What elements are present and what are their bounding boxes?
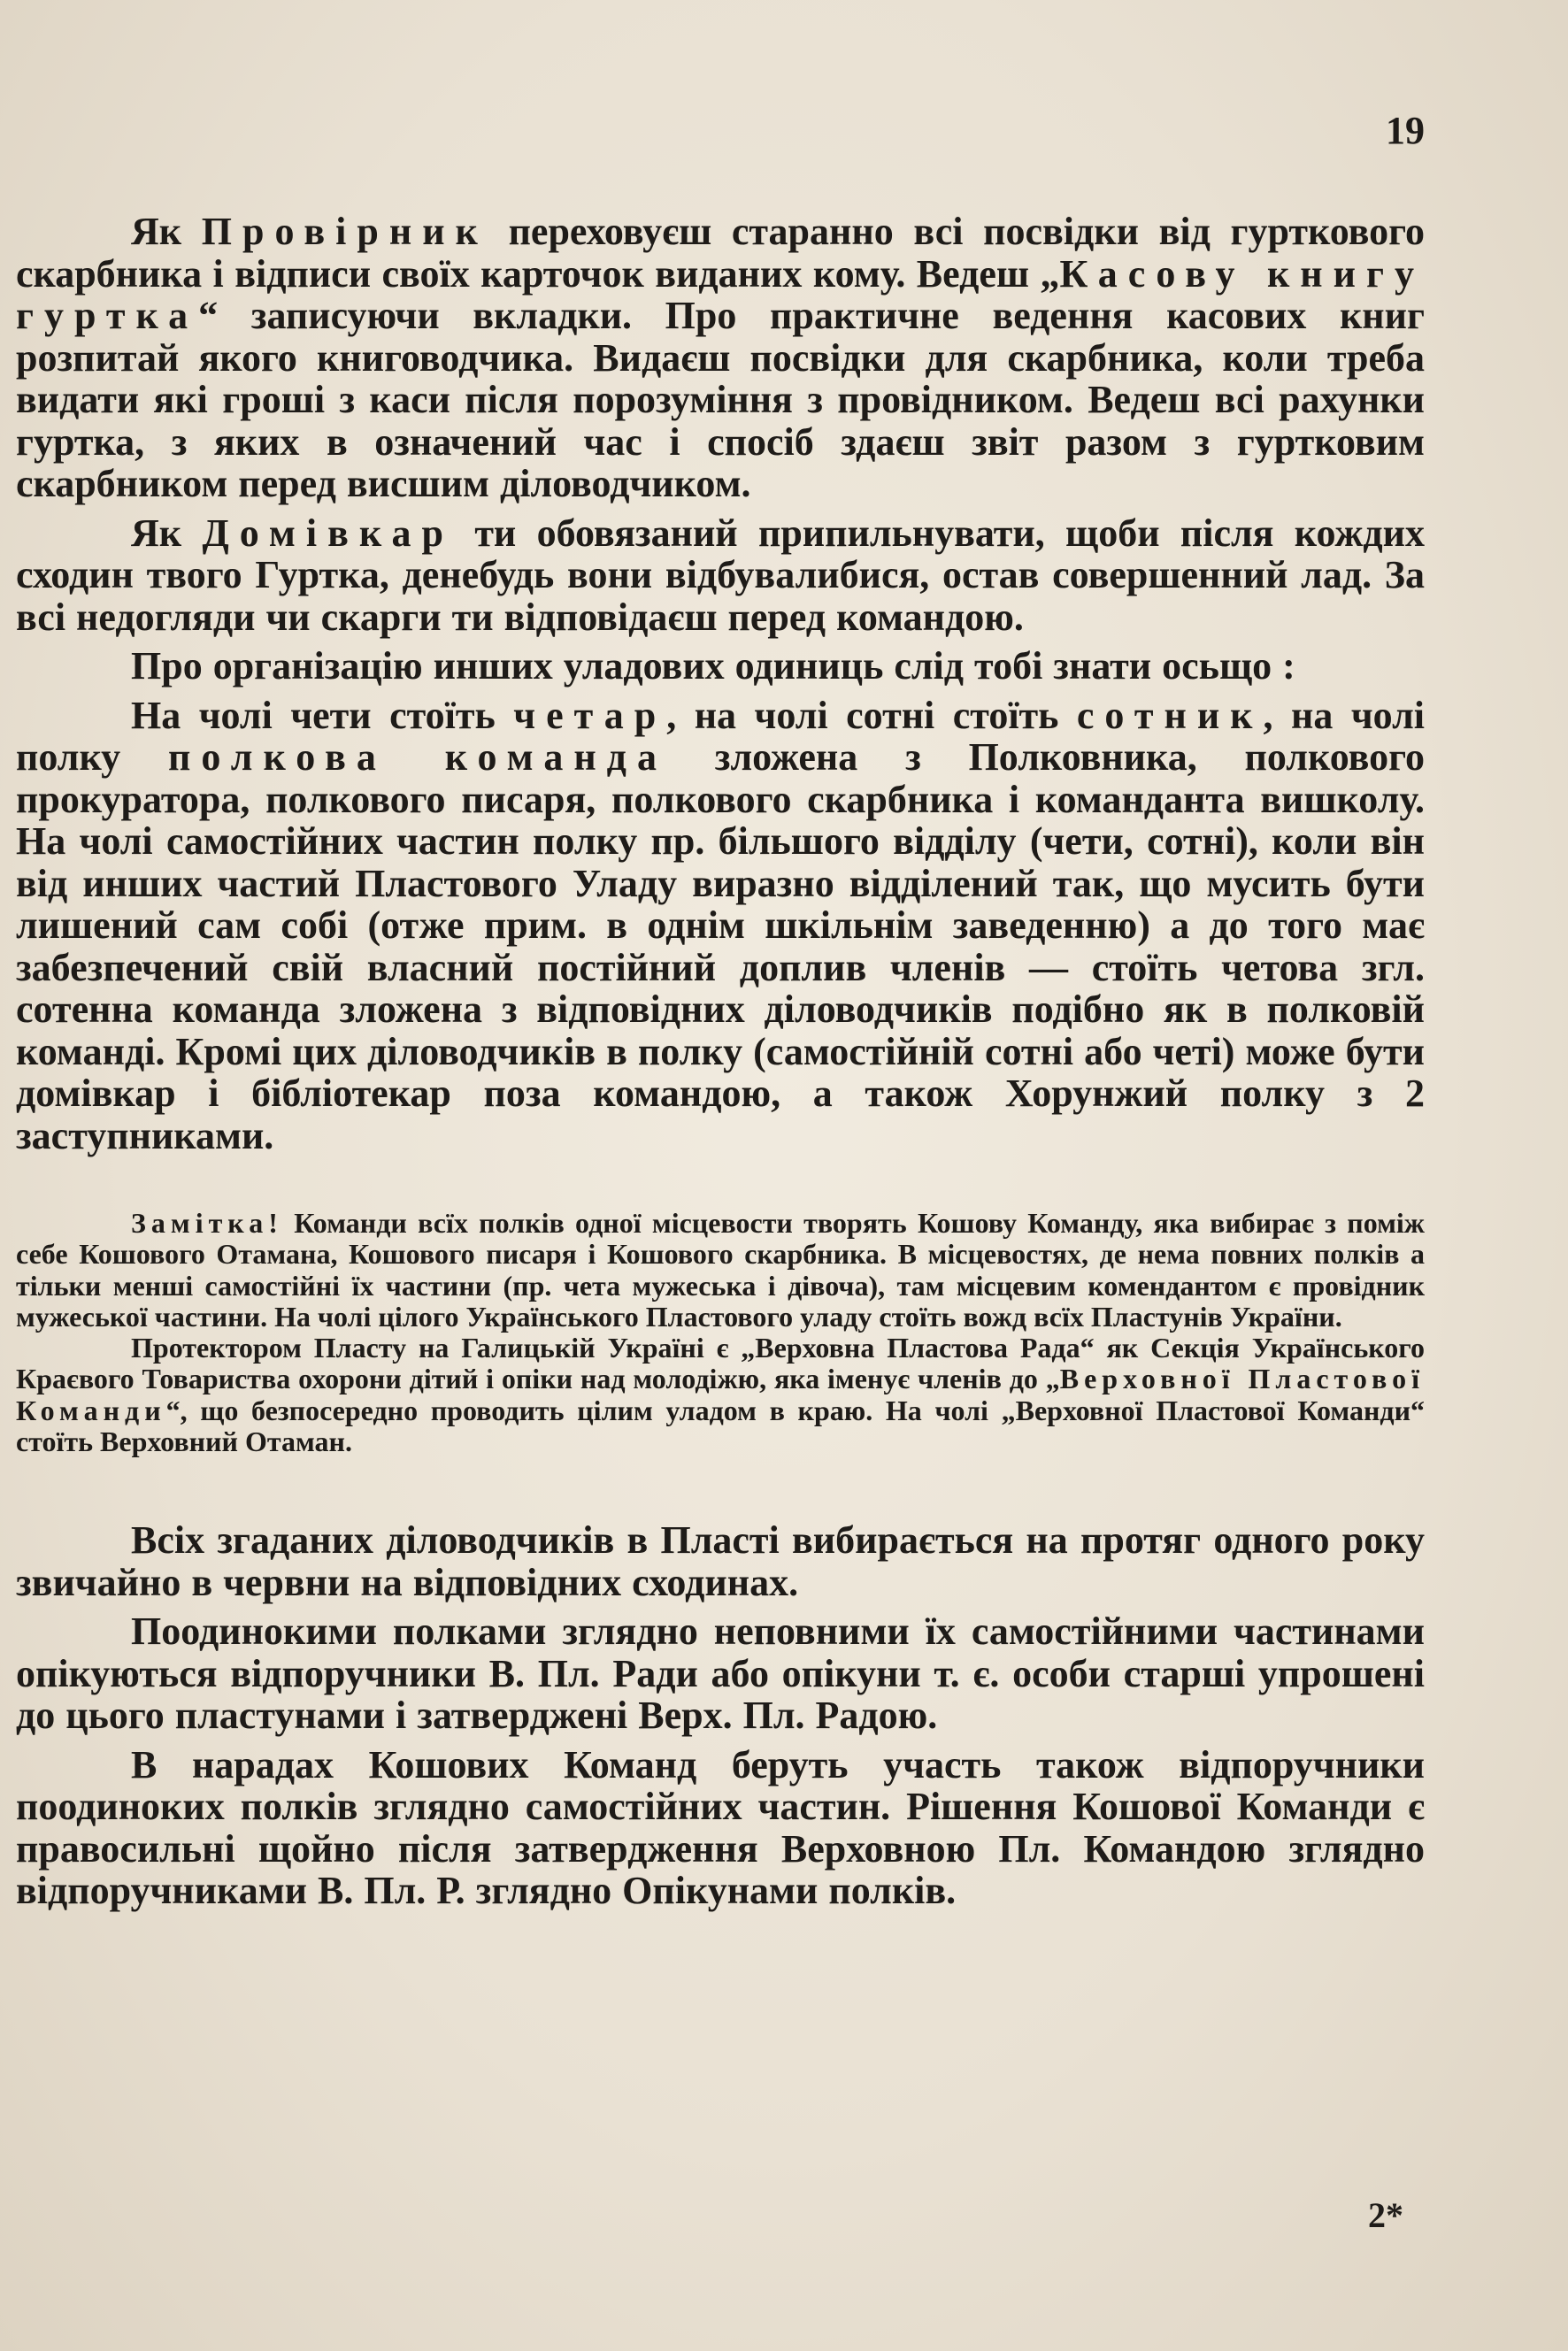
note-text: “, що безпосередно проводить цілим уладом в краю. На чолі „Верховної Пластової Команди“ стоїть Верховний Отаман. bbox=[16, 1394, 1425, 1458]
paragraph-units bbox=[16, 695, 1425, 1157]
spaced-term: Касову книгу гуртка bbox=[16, 251, 1425, 337]
spaced-term: полкова команда bbox=[168, 735, 667, 779]
paragraph-text: Як bbox=[131, 511, 203, 555]
paragraph-text: ти обовязаний припильнувати, щоби після кождих сходин твого Гуртка, денебудь вони відбувалибися, остав совершенний лад. За всі недогляди чи скарги ти відповідаєш перед командою. bbox=[16, 511, 1425, 639]
paragraph-text: , на чолі полку bbox=[16, 693, 1425, 779]
note-text: Команди всїх полків одної місцевости творять Кошову Команду, яка вибирає з поміж себе Кошового Отамана, Кошового писаря і Кошового скарбника. В місцевостях, де нема повних полків а тільки менші самостійні їх частини (пр. чета мужеська і дівоча), там місцевим комeндантом є провідник мужеської частини. На чолі цілого Українського Пластового уладу стоїть вожд всїх Пластунів України. bbox=[16, 1207, 1425, 1333]
paragraph-text: переховуєш старанно всі посвідки від гурткового скарбника і відписи своїх карточок виданих кому. Ведеш „ bbox=[16, 210, 1425, 296]
signature-mark: 2* bbox=[1368, 2195, 1403, 2235]
note-paragraph bbox=[16, 1333, 1425, 1457]
paragraph-text: На чолі чети стоїть bbox=[131, 693, 514, 737]
note-block bbox=[16, 1208, 1425, 1457]
paragraph-text: “ записуючи вкладки. Про практичне ведення касових книг розпитай якого книговодчика. Видаєш посвідки для скарбника, коли треба видати які гроші з каси після порозуміння з провідником. Ведеш всі рахунки гуртка, з яких в означений час і спосіб здаєш звіт разом з гуртковим скарбником перед висшим діловодчиком. bbox=[16, 294, 1425, 505]
paragraph-guardians: Поодинокими полками зглядно неповними їх самостійними частинами опікуються відпоручники В. Пл. Ради або опікуни т. є. особи старші упрошені до цього пластунами і затверджені Верх. Пл. Радою. bbox=[16, 1610, 1425, 1738]
paragraph-domivkar bbox=[16, 512, 1425, 639]
body-text bbox=[16, 211, 1425, 1919]
paragraph-organization: Про організацію инших уладових одиниць слід тобі знати осьщо : bbox=[131, 644, 1295, 688]
paragraph-elections: Всіх згаданих діловодчиків в Пласті вибирається на протяг одного року звичайно в червни на відповідних сходинах. bbox=[16, 1518, 1425, 1604]
page-number: 19 bbox=[1386, 109, 1425, 152]
paragraph-text: Як bbox=[131, 210, 202, 253]
paragraph-provirnyk bbox=[16, 211, 1425, 505]
spaced-term: Верховної Пластової Команди bbox=[16, 1363, 1426, 1426]
note-text: Протектором Пласту на Галицькій Україні є „Верховна Пластова Рада“ як Секція Українського Краєвого Товариства охорони дітий і опіки над молодіжю, яка іменує членів до „ bbox=[16, 1332, 1425, 1395]
note-heading: Замітка! bbox=[131, 1207, 283, 1239]
note-paragraph bbox=[16, 1208, 1425, 1333]
spaced-term: четар bbox=[513, 693, 667, 737]
spaced-term: Домівкар bbox=[202, 511, 454, 555]
paragraph-councils: В нарадах Кошових Команд беруть участь також відпоручники поодиноких полків зглядно самостійних частин. Рішення Кошової Команди є правосильні щойно після затвердження Верховною Пл. Командою зглядно відпоручниками В. Пл. Р. зглядно Опікунами полків. bbox=[16, 1742, 1425, 1913]
spaced-term: Провірник bbox=[201, 210, 488, 253]
closing-section bbox=[16, 1519, 1425, 1912]
paragraph-text: зложена з Полковника, полкового прокуратора, полкового писаря, полкового скарбника і команданта вишколу. На чолі самостійних частин полку пр. більшого відділу (чети, сотні), коли він від инших частий Пластового Уладу виразно відділений так, що мусить бути лишений сам собі (отже прим. в однім шкільнім заведенню) а до того має забезпечений свій власний постійний доплив членів — стоїть четова згл. сотенна команда зложена з відповідних діловодчиків подібно як в полковій команді. Кромі цих діловодчиків в полку (самостійній сотні або четі) може бути домівкар і бібліотекар поза командою, а також Хорунжий полку з 2 заступниками. bbox=[16, 735, 1426, 1157]
spaced-term: сотник bbox=[1076, 693, 1264, 737]
paragraph-text: , на чолі сотні стоїть bbox=[666, 693, 1077, 737]
